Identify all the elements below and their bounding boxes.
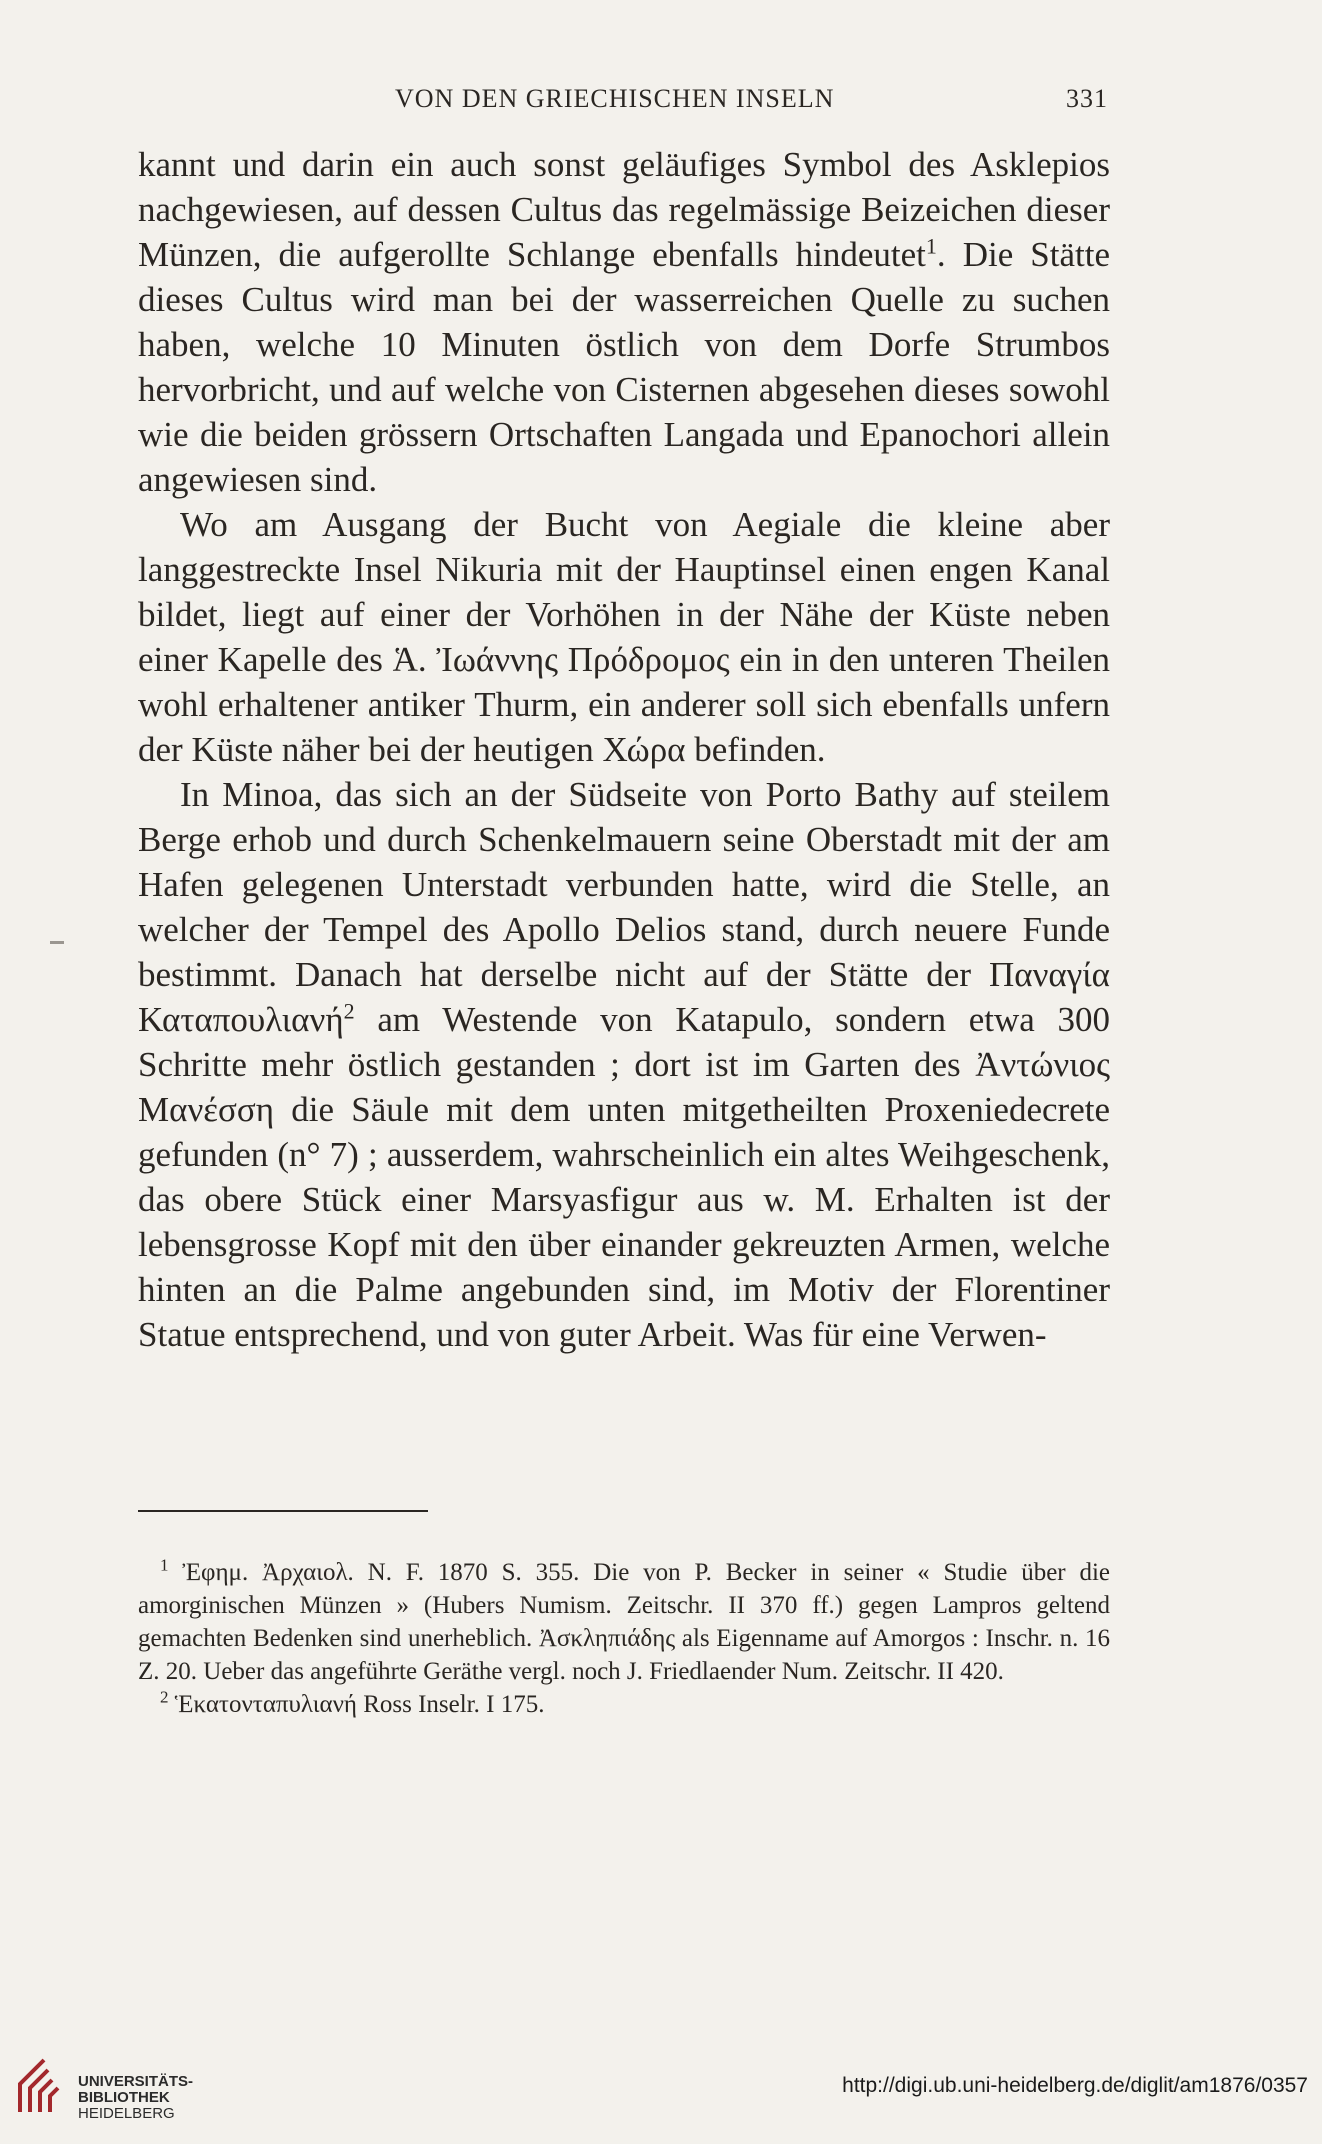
footnotes	[138, 1556, 1110, 1721]
paragraph-3-text-a: In Minoa, das sich an der Südseite von Porto Bathy auf steilem Berge erhob und durch Schenkelmauern seine Oberstadt mit der am Hafen gelegenen Unterstadt verbunden hatte, wird die Stelle, an welcher der Tempel des Apollo Delios stand, durch neuere Funde bestimmt. Danach hat derselbe nicht auf der Stätte der Παναγία Καταπουλιανή	[138, 775, 1110, 1039]
margin-mark	[50, 941, 64, 944]
library-logo	[14, 2050, 214, 2130]
running-head	[140, 84, 1140, 124]
footnote-1-text: Ἐφημ. Ἀρχαιολ. N. F. 1870 S. 355. Die von P. Becker in seiner « Studie über die amorginischen Münzen » (Hubers Numism. Zeitschr. II 370 ff.) gegen Lampros geltend gemachten Bedenken sind unerheblich. Ἀσκληπιάδης als Eigenname auf Amorgos : Inschr. n. 16 Z. 20. Ueber das angeführte Geräthe vergl. noch J. Friedlaender Num. Zeitschr. II 420.	[138, 1559, 1111, 1685]
paragraph-1	[138, 142, 1110, 502]
footnote-2	[138, 1688, 1110, 1721]
footnote-2-text: Ἑκατονταπυλιανή Ross Inselr. I 175.	[174, 1691, 545, 1718]
footnote-rule	[138, 1510, 428, 1512]
library-name-line3: HEIDELBERG	[78, 2105, 175, 2122]
library-name-line1: UNIVERSITÄTS-	[78, 2073, 194, 2090]
library-name-line2: BIBLIOTHEK	[78, 2089, 170, 2106]
footnote-1-marker: 1	[160, 1555, 169, 1575]
paragraph-1-text-a: kannt und darin ein auch sonst geläufiges Symbol des Asklepios nachgewiesen, auf dessen Cultus das regelmässige Beizeichen dieser Münzen, die aufgerollte Schlange ebenfalls hindeutet	[138, 145, 1110, 274]
paragraph-2: Wo am Ausgang der Bucht von Aegiale die kleine aber langgestreckte Insel Nikuria mit der Hauptinsel einen engen Kanal bildet, liegt auf einer der Vorhöhen in der Nähe der Küste neben einer Kapelle des Ἁ. Ἰωάννης Πρόδρομος ein in den unteren Theilen wohl erhaltener antiker Thurm, ein anderer soll sich ebenfalls unfern der Küste näher bei der heutigen Χώρα befinden.	[138, 505, 1110, 769]
footnote-1	[138, 1556, 1110, 1688]
source-url-link[interactable]: http://digi.ub.uni-heidelberg.de/diglit/am1876/0357	[842, 2074, 1308, 2097]
footnote-ref-2: 2	[343, 998, 355, 1024]
paragraph-1-text-b: . Die Stätte dieses Cultus wird man bei der wasserreichen Quelle zu suchen haben, welche 10 Minuten östlich von dem Dorfe Strumbos hervorbricht, und auf welche von Cisternen abgesehen dieses sowohl wie die beiden grössern Ortschaften Langada und Epanochori allein angewiesen sind.	[138, 235, 1110, 499]
library-emblem-icon	[14, 2050, 74, 2120]
footnote-2-marker: 2	[160, 1687, 169, 1707]
paragraph-3-text-b: am Westende von Katapulo, sondern etwa 300 Schritte mehr östlich gestanden ; dort ist im Garten des Ἀντώνιος Μανέσση die Säule mit dem unten mitgetheilten Proxeniedecrete gefunden (n° 7) ; ausserdem, wahrscheinlich ein altes Weihgeschenk, das obere Stück einer Marsyasfigur aus w. M. Erhalten ist der lebensgrosse Kopf mit den über einander gekreuzten Armen, welche hinten an die Palme angebunden sind, im Motiv der Florentiner Statue entsprechend, und von guter Arbeit. Was für eine Verwen-	[138, 1000, 1110, 1354]
paragraph-3	[138, 772, 1110, 1357]
body-text	[138, 142, 1110, 1357]
page-number: 331	[1066, 84, 1108, 113]
footnote-ref-1: 1	[925, 233, 937, 259]
running-head-title: VON DEN GRIECHISCHEN INSELN	[395, 84, 835, 113]
